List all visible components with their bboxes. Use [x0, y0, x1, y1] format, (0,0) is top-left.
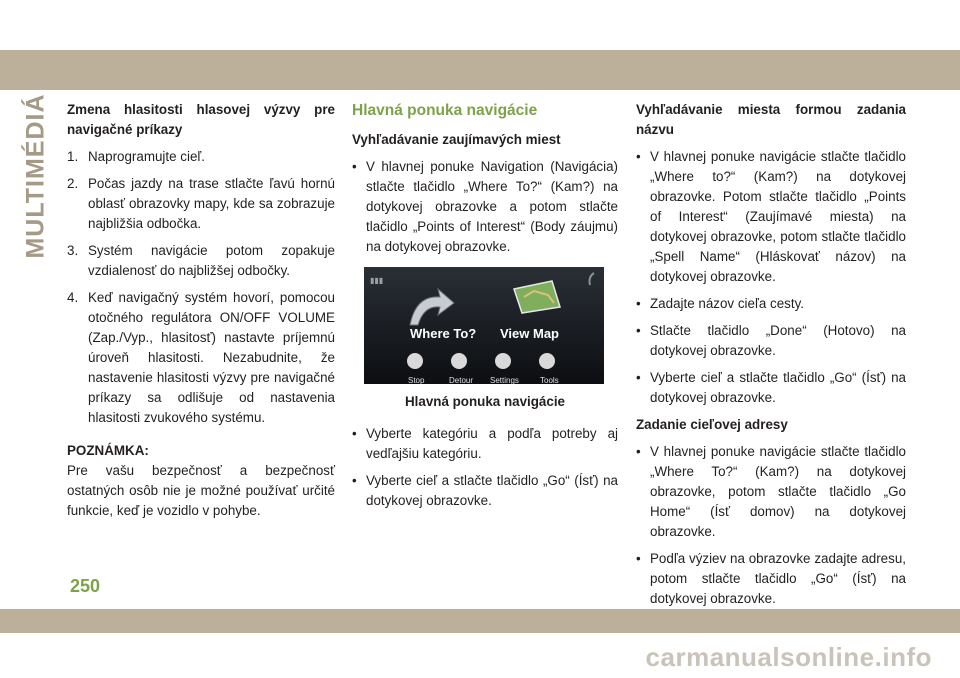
list-item: 3. Systém navigácie potom zopakuje vzdialenosť do najbližšej odbočky. [67, 243, 335, 278]
page-number: 250 [70, 576, 101, 596]
signal-icon: ▮▮▮ [370, 276, 384, 285]
section-title: Hlavná ponuka navigácie [352, 102, 538, 119]
nav-screen-graphic [364, 267, 604, 384]
subsection-heading: Vyhľadávanie zaujímavých miest [352, 132, 561, 147]
list-item: • Vyberte cieľ a stlačte tlačidlo „Go“ (Ísť) na dotykovej obrazovke. [352, 473, 618, 508]
subsection-heading: Vyhľadávanie miesta formou zadania názvu [636, 102, 906, 137]
screen-background [364, 267, 604, 384]
list-item: • V hlavnej ponuke Navigation (Navigácia) stlačte tlačidlo „Where To?“ (Kam?) na dotykovej obrazovke a potom stlačte tlačidlo „Points of Interest“ (Body záujmu) na dotykovej obrazovke. [352, 159, 618, 254]
detour-icon [451, 353, 467, 369]
figure-caption: Hlavná ponuka navigácie [404, 394, 565, 409]
stop-icon [407, 353, 423, 369]
tools-label: Tools [540, 376, 559, 384]
list-item: • V hlavnej ponuke navigácie stlačte tlačidlo „Where To?“ (Kam?) na dotykovej obrazovke, potom stlačte tlačidlo „Go Home“ (Ísť domov) na dotykovej obrazovke. [636, 444, 906, 539]
list-item: • V hlavnej ponuke navigácie stlačte tlačidlo „Where to?“ (Kam?) na dotykovej obrazovke. Potom stlačte tlačidlo „Points of Interest“ (Zaujímavé miesta) na dotykovej obrazovke, potom stlačte tlačidlo „Spell Name“ (Hláskovať názov) na dotykovej obrazovke. [636, 149, 906, 284]
section-heading: Zmena hlasitosti hlasovej výzvy pre navigačné príkazy [67, 102, 335, 137]
note-text: Pre vašu bezpečnosť a bezpečnosť ostatných osôb nie je možné používať určité funkcie, keď je vozidlo v pohybe. [67, 463, 335, 518]
column-right [636, 100, 906, 609]
subsection-heading: Zadanie cieľovej adresy [636, 417, 788, 432]
where-to-button: Where To? [410, 326, 477, 341]
settings-icon [495, 353, 511, 369]
stop-label: Stop [408, 376, 425, 384]
footer-band [0, 609, 960, 633]
tools-icon [539, 353, 555, 369]
list-item: • Vyberte kategóriu a podľa potreby aj vedľajšiu kategóriu. [352, 426, 618, 461]
list-item: 4. Keď navigačný systém hovorí, pomocou otočného regulátora ON/OFF VOLUME (Zap./Vyp., hlasitosť) nastavte príjemnú úroveň hlasitosti. Nezabudnite, že nastavenie hlasitosti výzvy pre navigačné príkazy sa odlišuje od nastavenia hlasitosti zvukového systému. [67, 290, 335, 425]
detour-label: Detour [449, 376, 474, 384]
note-title: POZNÁMKA: [67, 443, 149, 458]
list-item: • Podľa výziev na obrazovke zadajte adresu, potom stlačte tlačidlo „Go“ (Ísť) na dotykovej obrazovke. [636, 551, 906, 606]
section-side-tab: MULTIMÉDIÁ [21, 92, 50, 259]
column-left [67, 100, 335, 521]
view-map-button: View Map [500, 326, 560, 341]
navigation-screenshot [364, 267, 604, 384]
settings-label: Settings [490, 376, 519, 384]
list-item: • Stlačte tlačidlo „Done“ (Hotovo) na dotykovej obrazovke. [636, 323, 906, 358]
list-item: • Zadajte názov cieľa cesty. [636, 296, 805, 311]
list-item: 2. Počas jazdy na trase stlačte ľavú hornú oblasť obrazovky mapy, kde sa zobrazuje najbližšia odbočka. [67, 176, 335, 231]
column-middle [352, 100, 618, 511]
watermark: carmanualsonline.info [645, 642, 932, 672]
list-item: • Vyberte cieľ a stlačte tlačidlo „Go“ (Ísť) na dotykovej obrazovke. [636, 370, 906, 405]
header-band [0, 50, 960, 90]
list-item: 1. Naprogramujte cieľ. [67, 149, 206, 164]
